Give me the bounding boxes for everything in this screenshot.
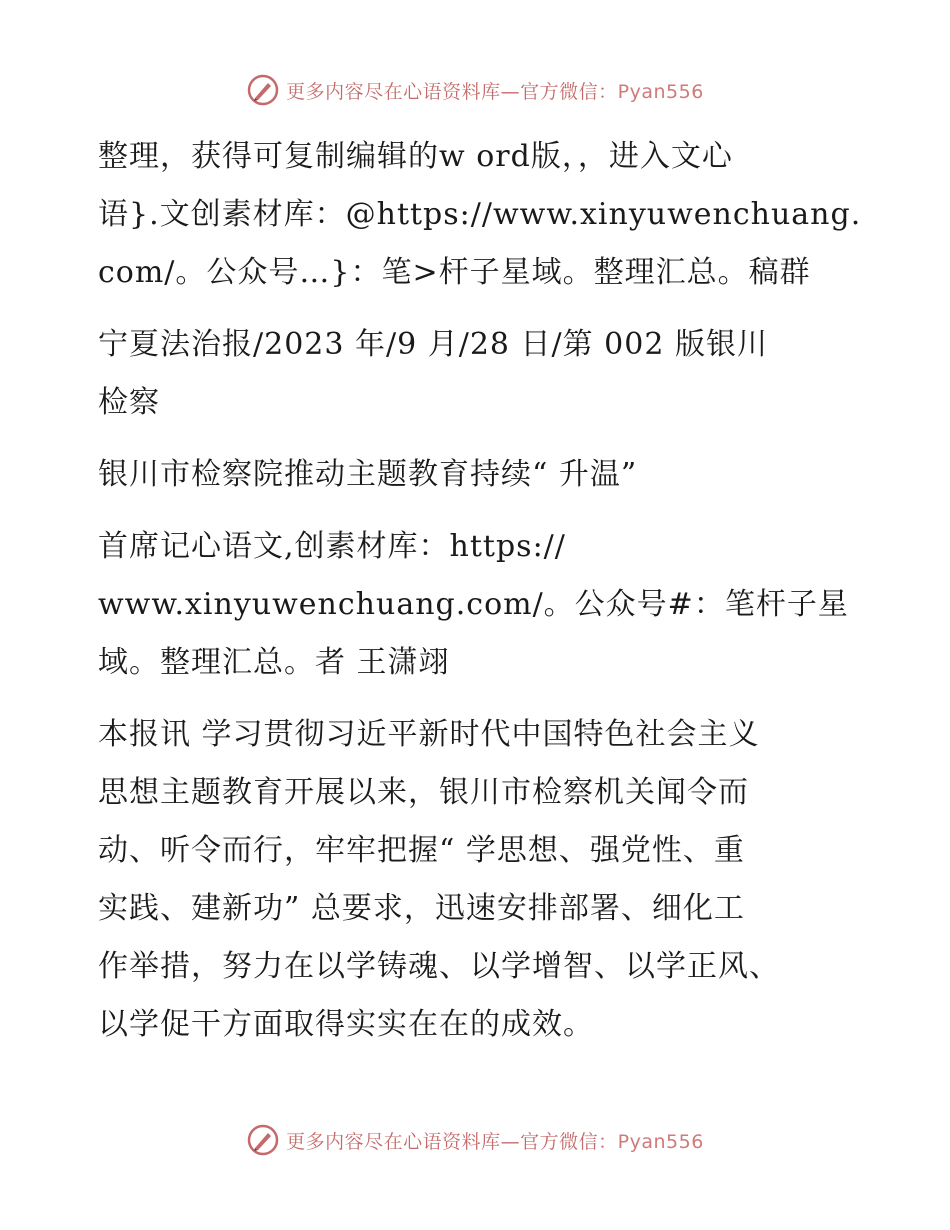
- text-line: 语}.文创素材库：@https://www.xinyuwenchuang.: [98, 197, 862, 232]
- text-line: 银川市检察院推动主题教育持续“ 升温”: [98, 457, 638, 492]
- watermark-text: 更多内容尽在心语资料库—官方微信：Pyan556: [286, 80, 704, 103]
- text-line: 作举措，努力在以学铸魂、以学增智、以学正风、: [98, 949, 780, 984]
- text-line: 整理，获得可复制编辑的w ord版，，进入文心: [98, 139, 733, 174]
- header-watermark-banner: [0, 70, 950, 110]
- text-line: 思想主题教育开展以来，银川市检察机关闻令而: [98, 775, 749, 810]
- paragraph-byline: [98, 518, 858, 692]
- text-line: 实践、建新功” 总要求，迅速安排部署、细化工: [98, 891, 745, 926]
- text-line: 宁夏法治报/2023 年/9 月/28 日/第 002 版银川: [98, 327, 768, 362]
- pen-logo-icon: [246, 1123, 280, 1157]
- text-line: 本报讯 学习贯彻习近平新时代中国特色社会主义: [98, 717, 760, 752]
- footer-watermark-banner: [0, 1120, 950, 1160]
- text-line: 以学促干方面取得实实在在的成效。: [98, 1007, 594, 1042]
- text-line: www.xinyuwenchuang.com/。公众号#：笔杆子星: [98, 587, 849, 622]
- paragraph-intro: [98, 128, 862, 302]
- text-line: 域。整理汇总。者 王潇翊: [98, 645, 450, 680]
- text-line: com/。公众号…}：笔>杆子星域。整理汇总。稿群: [98, 255, 811, 290]
- paragraph-body: [98, 706, 858, 1054]
- document-body: [98, 128, 862, 1068]
- text-line: 首席记心语文,创素材库：https://: [98, 529, 566, 564]
- text-line: 检察: [98, 385, 160, 420]
- article-title: [98, 446, 858, 504]
- paragraph-source: [98, 316, 858, 432]
- pen-logo-icon: [246, 73, 280, 107]
- text-line: 动、听令而行，牢牢把握“ 学思想、强党性、重: [98, 833, 745, 868]
- watermark-text: 更多内容尽在心语资料库—官方微信：Pyan556: [286, 1130, 704, 1153]
